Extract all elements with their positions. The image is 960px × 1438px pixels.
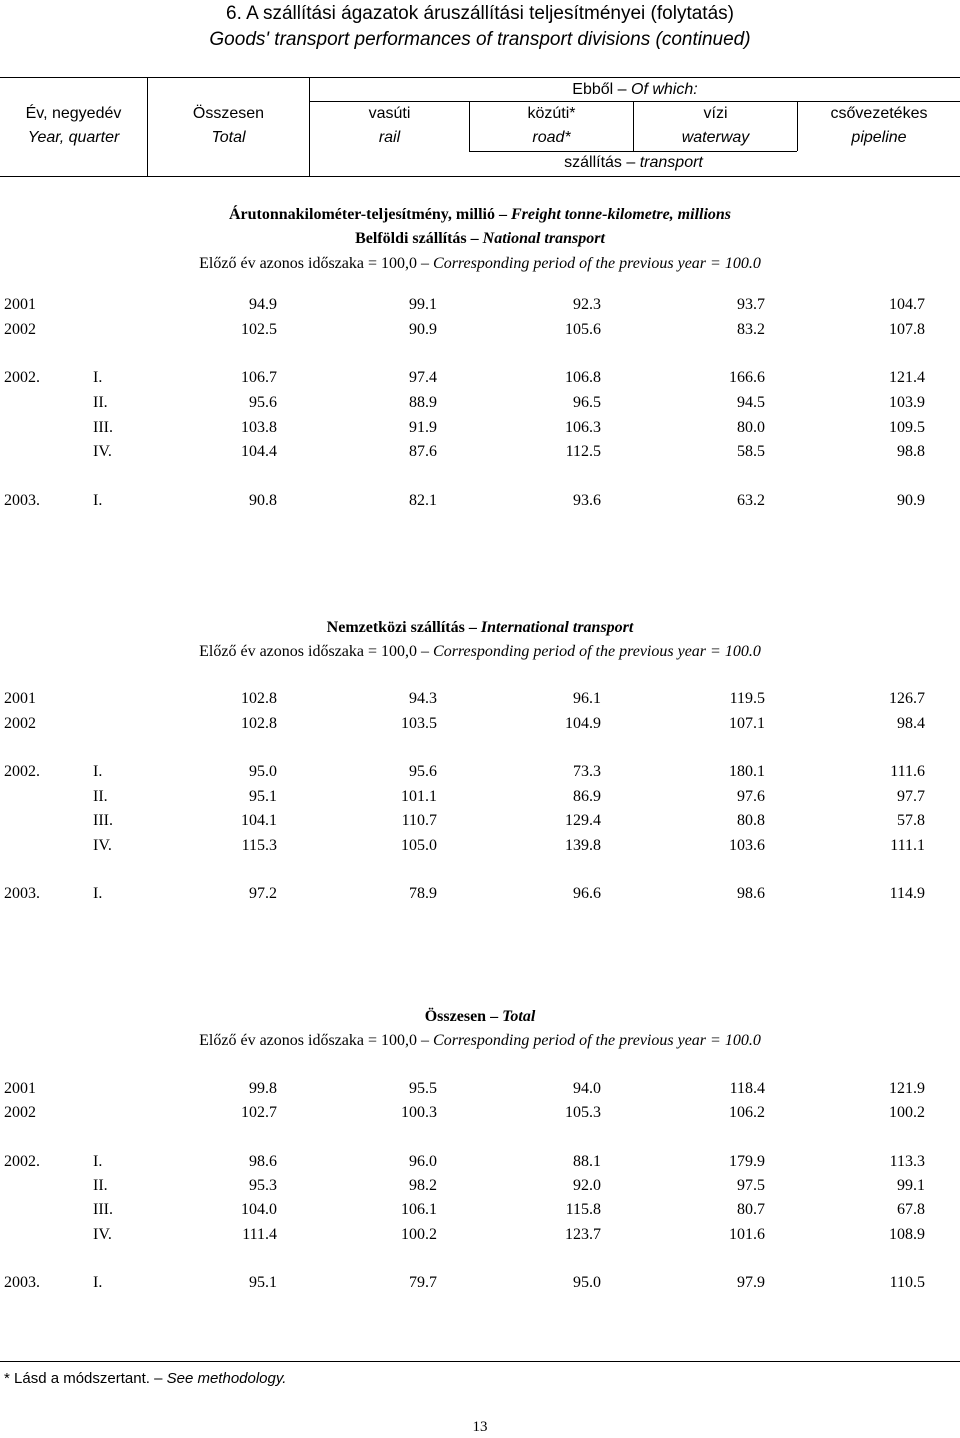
cell-waterway: 180.1 [729,763,765,780]
cell-waterway: 80.8 [737,812,765,829]
page-title: 6. A szállítási ágazatok áruszállítási teljesítményei (folytatás) [226,3,734,24]
footnote-dash: – [154,1370,163,1387]
table-row [0,417,960,439]
section-heading-hu: Belföldi szállítás [355,230,467,247]
cell-pipeline: 97.7 [897,788,925,805]
cell-waterway: 119.5 [729,690,765,707]
cell-total: 90.8 [249,492,277,509]
footnote-en: See methodology. [166,1370,287,1387]
section-basis [0,1030,960,1052]
table-row [0,1078,960,1100]
cell-road: 96.6 [573,885,601,902]
cell-road: 112.5 [565,443,601,460]
table-row [0,294,960,316]
section-heading [0,617,960,639]
row-quarter: IV. [93,1226,112,1243]
cell-waterway: 63.2 [737,492,765,509]
cell-rail: 100.2 [401,1226,437,1243]
cell-total: 104.1 [241,812,277,829]
cell-pipeline: 121.9 [889,1080,925,1097]
unit-heading [0,204,960,226]
header-rail-hu: vasúti [368,105,411,122]
cell-waterway: 93.7 [737,296,765,313]
of-which-rule [309,101,960,102]
cell-total: 102.8 [241,690,277,707]
page-subtitle: Goods' transport performances of transport divisions (continued) [209,29,751,50]
cell-pipeline: 110.5 [889,1274,925,1291]
row-quarter: I. [93,1153,103,1170]
header-transport [470,153,797,173]
row-year: 2001 [4,690,36,707]
header-of-which-en: Of which: [631,81,698,98]
cell-total: 99.8 [249,1080,277,1097]
table-row [0,490,960,512]
row-year: 2002 [4,1104,36,1121]
header-year-quarter-en: Year, quarter [27,129,120,146]
row-year: 2002. [4,763,40,780]
cell-road: 105.3 [565,1104,601,1121]
cell-rail: 98.2 [409,1177,437,1194]
cell-rail: 95.5 [409,1080,437,1097]
cell-total: 104.0 [241,1201,277,1218]
table-row [0,1199,960,1221]
cell-waterway: 97.9 [737,1274,765,1291]
header-total-en: Total [211,129,246,146]
row-quarter: II. [93,788,108,805]
section-heading [0,228,960,250]
header-waterway-hu: vízi [703,105,728,122]
cell-rail: 78.9 [409,885,437,902]
cell-total: 95.1 [249,1274,277,1291]
cell-rail: 103.5 [401,715,437,732]
header-of-which [310,80,960,100]
table-row [0,319,960,341]
row-year: 2003. [4,492,40,509]
cell-waterway: 80.7 [737,1201,765,1218]
cell-road: 104.9 [565,715,601,732]
cell-pipeline: 121.4 [889,369,925,386]
cell-rail: 101.1 [401,788,437,805]
footnote-hu: * Lásd a módszertant. [4,1370,150,1387]
cell-pipeline: 98.4 [897,715,925,732]
cell-pipeline: 99.1 [897,1177,925,1194]
cell-total: 102.5 [241,321,277,338]
table-row [0,1175,960,1197]
section-basis-en: Corresponding period of the previous year = 100.0 [433,255,761,272]
cell-total: 115.3 [241,837,277,854]
cell-waterway: 83.2 [737,321,765,338]
row-quarter: I. [93,1274,103,1291]
cell-waterway: 107.1 [729,715,765,732]
section-heading-dash: – [490,1008,499,1025]
table-row [0,810,960,832]
cell-rail: 79.7 [409,1274,437,1291]
cell-total: 104.4 [241,443,277,460]
table-row [0,1224,960,1246]
row-quarter: IV. [93,443,112,460]
cell-pipeline: 111.1 [890,837,925,854]
table-row [0,713,960,735]
cell-road: 94.0 [573,1080,601,1097]
section-basis-en: Corresponding period of the previous year = 100.0 [433,1032,761,1049]
cell-road: 92.0 [573,1177,601,1194]
cell-rail: 95.6 [409,763,437,780]
row-quarter: IV. [93,837,112,854]
cell-road: 123.7 [565,1226,601,1243]
header-road-en: road* [532,129,571,146]
cell-total: 95.6 [249,394,277,411]
section-basis [0,253,960,275]
cell-waterway: 97.6 [737,788,765,805]
header-year-quarter-hu: Év, negyedév [25,105,122,122]
table-row [0,367,960,389]
section-basis-hu: Előző év azonos időszaka = 100,0 [199,255,418,272]
cell-waterway: 103.6 [729,837,765,854]
table-row [0,761,960,783]
header-transport-en: transport [639,154,703,171]
cell-pipeline: 103.9 [889,394,925,411]
unit-heading-hu: Árutonnakilométer-teljesítmény, millió [228,206,495,223]
cell-total: 95.1 [249,788,277,805]
row-year: 2002. [4,1153,40,1170]
header-rail-en: rail [378,129,401,146]
table-row [0,392,960,414]
cell-rail: 100.3 [401,1104,437,1121]
cell-waterway: 179.9 [729,1153,765,1170]
row-quarter: I. [93,763,103,780]
cell-total: 97.2 [249,885,277,902]
section-basis-hu: Előző év azonos időszaka = 100,0 [199,1032,418,1049]
cell-road: 96.5 [573,394,601,411]
section-basis-dash: – [421,255,430,272]
cell-total: 95.3 [249,1177,277,1194]
cell-pipeline: 109.5 [889,419,925,436]
cell-rail: 90.9 [409,321,437,338]
cell-rail: 87.6 [409,443,437,460]
cell-pipeline: 111.6 [890,763,925,780]
table-row [0,1102,960,1124]
cell-road: 139.8 [565,837,601,854]
section-basis [0,641,960,663]
cell-rail: 106.1 [401,1201,437,1218]
cell-waterway: 80.0 [737,419,765,436]
cell-waterway: 166.6 [729,369,765,386]
cell-rail: 88.9 [409,394,437,411]
row-quarter: III. [93,419,113,436]
row-quarter: I. [93,369,103,386]
cell-total: 98.6 [249,1153,277,1170]
cell-waterway: 106.2 [729,1104,765,1121]
cell-total: 102.8 [241,715,277,732]
cell-pipeline: 126.7 [889,690,925,707]
cell-pipeline: 98.8 [897,443,925,460]
cell-total: 102.7 [241,1104,277,1121]
cell-total: 95.0 [249,763,277,780]
cell-road: 105.6 [565,321,601,338]
cell-rail: 94.3 [409,690,437,707]
table-row [0,1272,960,1294]
cell-waterway: 94.5 [737,394,765,411]
footnote-rule [0,1361,960,1362]
page-number: 13 [472,1419,488,1435]
header-transport-hu: szállítás [564,154,622,171]
section-heading-en: International transport [480,619,634,636]
header-pipeline-hu: csővezetékes [830,105,928,122]
cell-rail: 97.4 [409,369,437,386]
row-quarter: II. [93,394,108,411]
cell-waterway: 101.6 [729,1226,765,1243]
row-year: 2002. [4,369,40,386]
cell-road: 96.1 [573,690,601,707]
section-basis-hu: Előző év azonos időszaka = 100,0 [199,643,418,660]
section-basis-dash: – [421,643,430,660]
cell-rail: 82.1 [409,492,437,509]
cell-road: 106.8 [565,369,601,386]
cell-rail: 96.0 [409,1153,437,1170]
header-of-which-dash: – [617,81,627,98]
section-heading-dash: – [468,619,477,636]
cell-road: 115.8 [565,1201,601,1218]
cell-total: 94.9 [249,296,277,313]
cell-road: 93.6 [573,492,601,509]
cell-road: 129.4 [565,812,601,829]
header-pipeline-en: pipeline [851,129,907,146]
cell-pipeline: 67.8 [897,1201,925,1218]
cell-pipeline: 57.8 [897,812,925,829]
header-road-hu: közúti* [527,105,576,122]
cell-road: 86.9 [573,788,601,805]
cell-total: 103.8 [241,419,277,436]
header-transport-dash: – [626,154,636,171]
cell-waterway: 58.5 [737,443,765,460]
header-waterway-en: waterway [681,129,750,146]
cell-pipeline: 114.9 [889,885,925,902]
row-year: 2002 [4,715,36,732]
row-quarter: I. [93,885,103,902]
header-bottom-rule [0,176,960,177]
cell-total: 111.4 [242,1226,277,1243]
row-year: 2001 [4,1080,36,1097]
row-year: 2003. [4,885,40,902]
row-quarter: I. [93,492,103,509]
header-top-rule [0,77,960,78]
row-year: 2001 [4,296,36,313]
table-row [0,1151,960,1173]
row-quarter: II. [93,1177,108,1194]
cell-rail: 105.0 [401,837,437,854]
table-row [0,835,960,857]
cell-road: 88.1 [573,1153,601,1170]
section-heading-en: National transport [482,230,605,247]
cell-pipeline: 100.2 [889,1104,925,1121]
transport-rule [469,151,797,152]
section-heading-en: Total [502,1008,536,1025]
cell-waterway: 118.4 [729,1080,765,1097]
row-year: 2002 [4,321,36,338]
section-heading-dash: – [470,230,479,247]
section-basis-en: Corresponding period of the previous year = 100.0 [433,643,761,660]
unit-heading-dash: – [499,206,507,223]
header-total-hu: Összesen [192,105,265,122]
cell-pipeline: 90.9 [897,492,925,509]
section-heading-hu: Nemzetközi szállítás [326,619,465,636]
table-row [0,688,960,710]
cell-waterway: 98.6 [737,885,765,902]
cell-road: 92.3 [573,296,601,313]
header-divider-1 [147,77,148,176]
cell-rail: 99.1 [409,296,437,313]
unit-heading-en: Freight tonne-kilometre, millions [511,206,732,223]
cell-road: 95.0 [573,1274,601,1291]
row-quarter: III. [93,812,113,829]
cell-total: 106.7 [241,369,277,386]
header-of-which-hu: Ebből [572,81,614,98]
section-heading [0,1006,960,1028]
cell-pipeline: 107.8 [889,321,925,338]
cell-pipeline: 113.3 [889,1153,925,1170]
cell-pipeline: 108.9 [889,1226,925,1243]
section-basis-dash: – [421,1032,430,1049]
cell-waterway: 97.5 [737,1177,765,1194]
cell-rail: 91.9 [409,419,437,436]
cell-road: 106.3 [565,419,601,436]
table-row [0,883,960,905]
row-quarter: III. [93,1201,113,1218]
footnote [4,1369,286,1389]
table-row [0,441,960,463]
cell-rail: 110.7 [401,812,437,829]
cell-road: 73.3 [573,763,601,780]
row-year: 2003. [4,1274,40,1291]
cell-pipeline: 104.7 [889,296,925,313]
section-heading-hu: Összesen [424,1008,487,1025]
table-row [0,786,960,808]
